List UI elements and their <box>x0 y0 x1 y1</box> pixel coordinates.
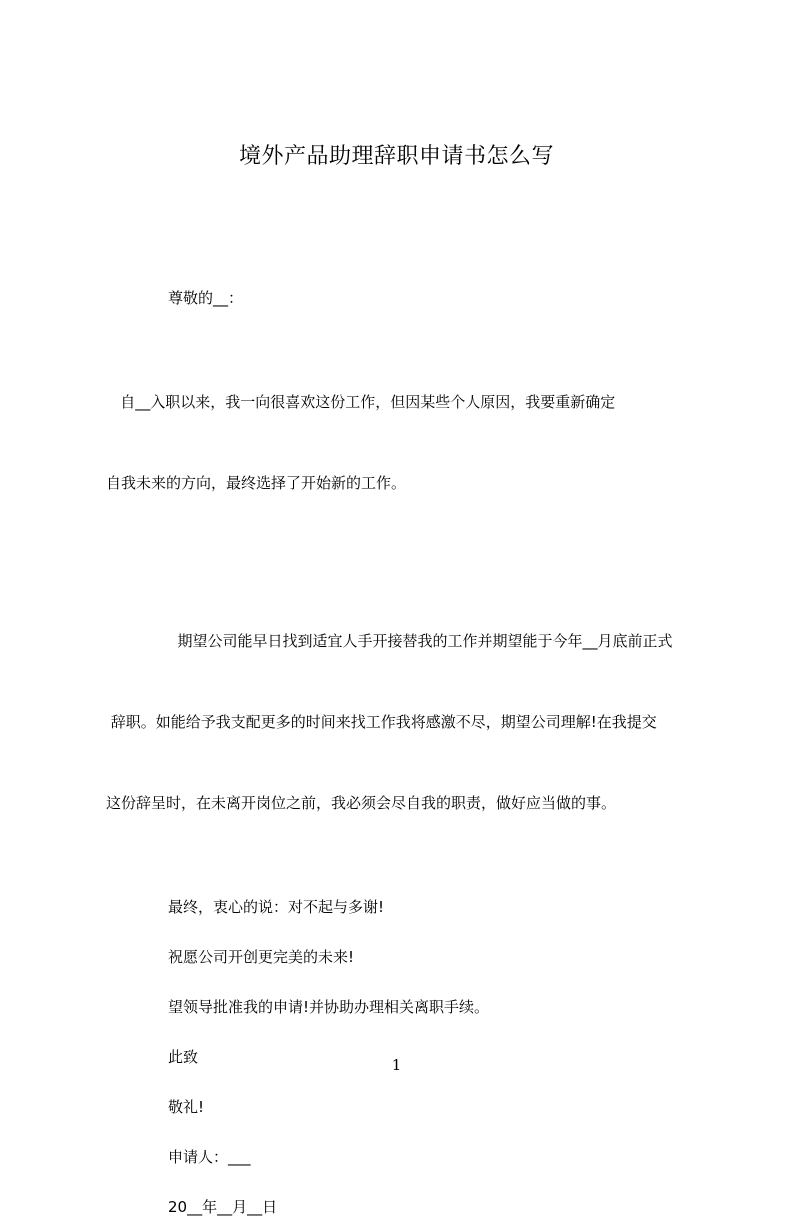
letter-body <box>106 285 702 1221</box>
closing-request: 望领导批准我的申请!并协助办理相关离职手续。 <box>168 998 490 1016</box>
regards-opening: 此致 <box>168 1048 199 1066</box>
closing-wishes: 祝愿公司开创更完美的未来! <box>168 948 355 966</box>
paragraph-request <box>106 574 702 871</box>
document-title: 境外产品助理辞职申请书怎么写 <box>238 144 554 169</box>
paragraph-intro <box>106 335 702 551</box>
page-number: 1 <box>391 1056 402 1074</box>
paragraph-request-line-3: 这份辞呈时，在未离开岗位之前，我必须会尽自我的职责，做好应当做的事。 <box>106 794 617 812</box>
paragraph-intro-line-2: 自我未来的方向，最终选择了开始新的工作。 <box>106 474 407 492</box>
applicant-line: 申请人：___ <box>168 1148 251 1166</box>
paragraph-intro-line-1: 自__入职以来，我一向很喜欢这份工作，但因某些个人原因，我要重新确定 <box>106 393 616 411</box>
regards-closing: 敬礼! <box>168 1098 205 1116</box>
paragraph-request-line-2: 辞职。如能给予我支配更多的时间来找工作我将感激不尽，期望公司理解!在我提交 <box>106 713 657 731</box>
closing-apology: 最终，衷心的说：对不起与多谢! <box>168 898 385 916</box>
date-line: 20__年__月__日 <box>168 1198 278 1216</box>
paragraph-request-line-1: 期望公司能早日找到适宜人手开接替我的工作并期望能于今年__月底前正式 <box>168 632 673 650</box>
salutation: 尊敬的__： <box>168 289 244 307</box>
